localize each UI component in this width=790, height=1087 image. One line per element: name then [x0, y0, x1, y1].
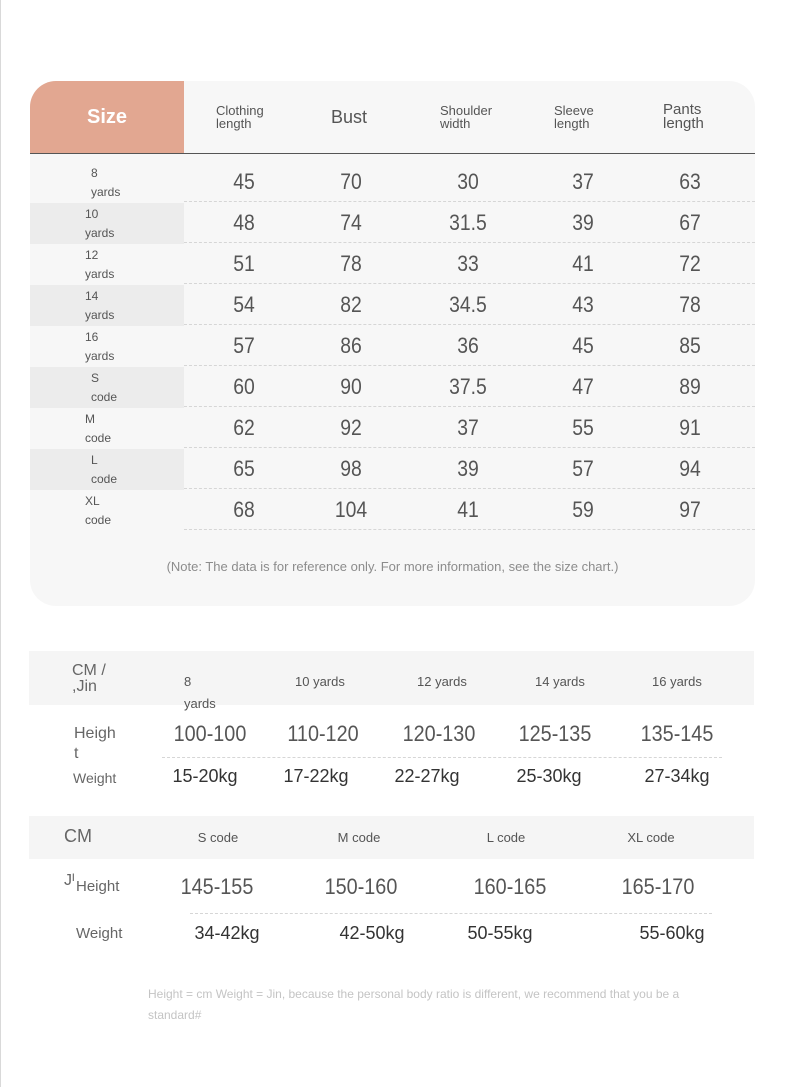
- size-cell-value: 74: [340, 210, 362, 235]
- size-cell-value: 37.5: [449, 374, 487, 399]
- col-pants-length: Pants length: [663, 101, 704, 132]
- row-divider: [184, 406, 755, 407]
- kids-col-header: 10 yards: [295, 674, 345, 689]
- kids-height-label: Heigh t: [74, 725, 116, 762]
- kids-weight-value: 15-20kg: [172, 766, 238, 786]
- size-row-label: L code: [91, 453, 118, 486]
- row-divider: [184, 201, 755, 202]
- size-cell-value: 60: [233, 374, 255, 399]
- row-divider: [184, 447, 755, 448]
- size-cell-value: 94: [679, 456, 701, 481]
- size-cell-value: 45: [233, 169, 255, 194]
- size-cell-value: 43: [572, 292, 594, 317]
- size-row-label: 12 yards: [85, 248, 115, 281]
- row-divider: [184, 529, 755, 530]
- kids-col-header: 8 yards: [184, 674, 216, 711]
- adult-weight-value: 34-42kg: [194, 923, 260, 943]
- size-cell-value: 36: [457, 333, 479, 358]
- adult-height-value: 160-165: [473, 874, 547, 899]
- kids-weight-value: 25-30kg: [516, 766, 582, 786]
- adult-col-header: XL code: [627, 830, 675, 845]
- size-cell-value: 48: [233, 210, 255, 235]
- kids-col-header: 12 yards: [417, 674, 467, 689]
- size-cell-value: 91: [679, 415, 701, 440]
- size-cell-value: 85: [679, 333, 701, 358]
- col-bust: Bust: [331, 106, 368, 127]
- size-cell-value: 41: [572, 251, 594, 276]
- size-row-label: 10 yards: [85, 207, 115, 240]
- size-cell-value: 98: [340, 456, 362, 481]
- adult-col-header: S code: [197, 830, 239, 845]
- kids-height-value: 135-145: [640, 721, 714, 746]
- size-chart-card: [30, 81, 755, 606]
- size-cell-value: 72: [679, 251, 701, 276]
- size-cell-value: 86: [340, 333, 362, 358]
- adult-height-label: Height: [76, 878, 120, 895]
- footer-note: Height = cm Weight = Jin, because the personal body ratio is different, we recommend that you be a standard#: [148, 987, 680, 1022]
- adult-unit-label-2: Jᴵ: [64, 872, 75, 889]
- size-header-cell: Size: [30, 81, 184, 153]
- adult-row-divider: [190, 913, 712, 914]
- size-cell-value: 63: [679, 169, 701, 194]
- kids-weight-value: 22-27kg: [394, 766, 460, 786]
- kids-unit-label: CM / ,Jin: [72, 662, 106, 695]
- size-cell-value: 31.5: [449, 210, 487, 235]
- adult-col-header: M code: [337, 830, 381, 845]
- col-sleeve-length: Sleeve length: [554, 103, 594, 131]
- row-divider: [184, 488, 755, 489]
- adult-weight-label: Weight: [76, 925, 123, 942]
- size-cell-value: 34.5: [449, 292, 487, 317]
- row-divider: [184, 283, 755, 284]
- row-divider: [184, 324, 755, 325]
- size-row-label: S code: [91, 371, 118, 404]
- size-cell-value: 39: [457, 456, 479, 481]
- size-cell-value: 30: [457, 169, 479, 194]
- adult-weight-value: 55-60kg: [639, 923, 705, 943]
- size-cell-value: 65: [233, 456, 255, 481]
- size-cell-value: 78: [340, 251, 362, 276]
- kids-height-value: 110-120: [287, 721, 359, 746]
- size-row-label: M code: [85, 412, 112, 445]
- kids-height-value: 100-100: [173, 721, 247, 746]
- adult-weight-value: 50-55kg: [467, 923, 533, 943]
- size-cell-value: 37: [457, 415, 479, 440]
- size-cell-value: 78: [679, 292, 701, 317]
- adult-height-value: 165-170: [621, 874, 695, 899]
- adult-height-value: 150-160: [324, 874, 398, 899]
- size-cell-value: 37: [572, 169, 594, 194]
- adult-unit-label: CM: [64, 826, 92, 846]
- size-chart-note: (Note: The data is for reference only. For more information, see the size chart.): [166, 559, 619, 574]
- size-cell-value: 89: [679, 374, 701, 399]
- size-cell-value: 70: [340, 169, 362, 194]
- size-row-label: 16 yards: [85, 330, 115, 363]
- size-cell-value: 33: [457, 251, 479, 276]
- size-cell-value: 59: [572, 497, 594, 522]
- kids-height-value: 120-130: [402, 721, 476, 746]
- size-cell-value: 92: [340, 415, 362, 440]
- adult-col-header: L code: [486, 830, 526, 845]
- kids-table-header-band: [29, 651, 754, 705]
- size-cell-value: 45: [572, 333, 594, 358]
- row-divider: [184, 242, 755, 243]
- page-left-border: [0, 0, 1, 1087]
- kids-weight-label: Weight: [73, 770, 117, 786]
- size-row-label: XL code: [85, 494, 112, 527]
- kids-row-divider: [162, 757, 722, 758]
- size-cell-value: 97: [679, 497, 701, 522]
- size-cell-value: 41: [457, 497, 479, 522]
- size-cell-value: 51: [233, 251, 255, 276]
- adult-weight-value: 42-50kg: [339, 923, 405, 943]
- adult-height-value: 145-155: [180, 874, 254, 899]
- kids-height-value: 125-135: [518, 721, 592, 746]
- size-cell-value: 39: [572, 210, 594, 235]
- size-cell-value: 57: [233, 333, 255, 358]
- size-row-label: 14 yards: [85, 289, 115, 322]
- size-row-label: 8 yards: [91, 166, 121, 199]
- size-cell-value: 67: [679, 210, 701, 235]
- size-chart-header: [30, 81, 755, 154]
- size-cell-value: 57: [572, 456, 594, 481]
- kids-weight-value: 17-22kg: [283, 766, 349, 786]
- col-shoulder-width: Shoulder width: [440, 103, 493, 131]
- size-cell-value: 47: [572, 374, 594, 399]
- kids-col-header: 16 yards: [652, 674, 702, 689]
- row-divider: [184, 365, 755, 366]
- col-clothing-length: Clothing length: [216, 103, 264, 131]
- size-cell-value: 62: [233, 415, 255, 440]
- kids-weight-value: 27-34kg: [644, 766, 710, 786]
- size-cell-value: 68: [233, 497, 255, 522]
- kids-col-header: 14 yards: [535, 674, 585, 689]
- size-cell-value: 54: [233, 292, 255, 317]
- size-cell-value: 82: [340, 292, 362, 317]
- size-cell-value: 90: [340, 374, 362, 399]
- size-cell-value: 104: [334, 497, 368, 522]
- size-cell-value: 55: [572, 415, 594, 440]
